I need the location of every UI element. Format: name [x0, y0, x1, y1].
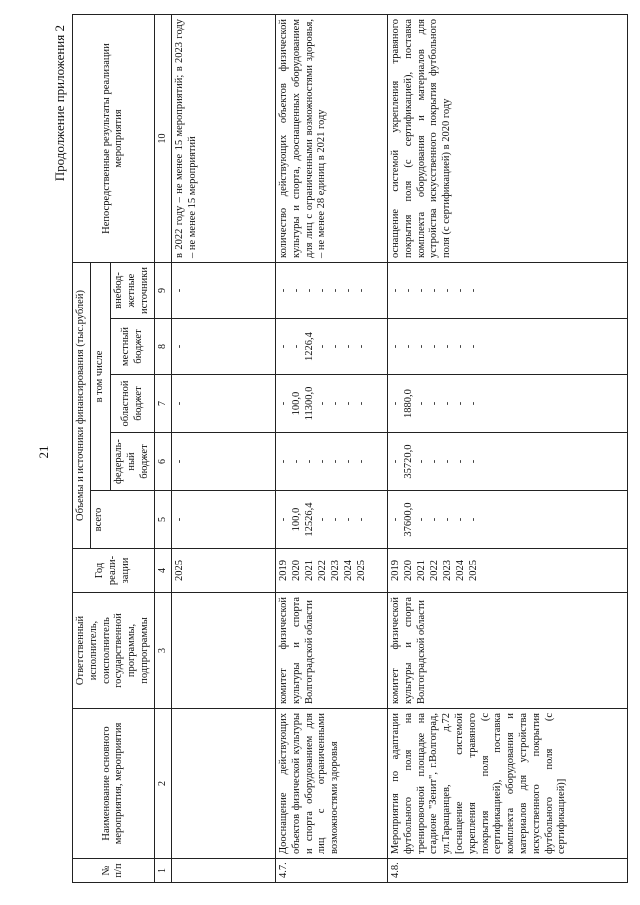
row-result: в 2022 году – не менее 15 мероприятий; в 2023 году – не менее 15 мероприятий [171, 15, 275, 263]
year-value: 2019 [389, 560, 401, 581]
cell-value: - [173, 517, 185, 522]
cell-value: 35720,0 [402, 444, 414, 479]
cell-value: - [454, 459, 466, 464]
program-measures-table [72, 14, 628, 883]
col-number: 5 [154, 491, 171, 549]
cell-value: - [441, 459, 453, 464]
row-years [275, 549, 387, 593]
col-header-name: Наименование основного мероприятия, мероприятия [73, 709, 155, 859]
cell-value: - [342, 459, 354, 464]
cell-value: - [342, 288, 354, 293]
row-regional [275, 375, 387, 433]
cell-value: - [355, 288, 367, 293]
row-name [171, 709, 275, 859]
cell-value: - [173, 288, 185, 293]
col-number: 3 [154, 593, 171, 709]
col-number: 1 [154, 859, 171, 883]
column-number-row [154, 15, 171, 883]
cell-value: - [389, 344, 401, 349]
cell-value: - [389, 288, 401, 293]
row-num [171, 859, 275, 883]
cell-value: 11300,0 [303, 386, 315, 421]
cell-value: - [441, 517, 453, 522]
cell-value: - [173, 344, 185, 349]
col-number: 2 [154, 709, 171, 859]
row-result: количество действующих объектов физической культуры и спорта, дооснащенных оборудованием для лиц с ограниченными возможностями здоровья, – не менее 28 единиц в 2021 году [275, 15, 387, 263]
cell-value: - [290, 459, 302, 464]
cell-value: - [454, 517, 466, 522]
row-local [275, 319, 387, 375]
cell-value: 37600,0 [402, 502, 414, 537]
col-header-extra: внебюд-жетные источники [111, 263, 154, 319]
cell-value: - [454, 288, 466, 293]
row-local [171, 319, 275, 375]
cell-value: - [355, 517, 367, 522]
cell-value: - [303, 288, 315, 293]
col-header-executor: Ответственный исполнитель, соисполнитель государственной программы, подпрограммы [73, 593, 155, 709]
table-row [387, 15, 627, 883]
col-header-total: всего [90, 491, 154, 549]
row-years [387, 549, 627, 593]
cell-value: - [173, 459, 185, 464]
cell-value: - [355, 459, 367, 464]
year-value: 2020 [402, 560, 414, 581]
year-value: 2021 [303, 560, 315, 581]
row-extra [275, 263, 387, 319]
cell-value: - [303, 459, 315, 464]
col-header-funding-group: Объемы и источники финансирования (тыс.рублей) [73, 263, 91, 549]
cell-value: - [277, 459, 289, 464]
col-header-regional: областной бюджет [111, 375, 154, 433]
row-name: Дооснащение действующих объектов физической культуры и спорта оборудованием для лиц с ограниченными возможностями здоровья [275, 709, 387, 859]
table-row [275, 15, 387, 883]
col-number: 7 [154, 375, 171, 433]
col-header-local: местный бюджет [111, 319, 154, 375]
cell-value: - [329, 288, 341, 293]
cell-value: - [428, 459, 440, 464]
row-num: 4.7. [275, 859, 387, 883]
cell-value: - [290, 344, 302, 349]
year-value: 2019 [277, 560, 289, 581]
cell-value: - [342, 401, 354, 406]
cell-value: - [454, 401, 466, 406]
cell-value: - [290, 288, 302, 293]
cell-value: - [316, 459, 328, 464]
page-number: 21 [36, 445, 51, 459]
row-extra [387, 263, 627, 319]
col-header-federal: федераль-ный бюджет [111, 433, 154, 491]
cell-value: - [441, 401, 453, 406]
cell-value: - [441, 288, 453, 293]
cell-value: - [316, 401, 328, 406]
year-value: 2023 [329, 560, 341, 581]
cell-value: - [428, 344, 440, 349]
cell-value: - [467, 517, 479, 522]
row-num: 4.8. [387, 859, 627, 883]
year-value: 2020 [290, 560, 302, 581]
cell-value: - [316, 344, 328, 349]
col-header-num: № п/п [73, 859, 155, 883]
cell-value: - [173, 401, 185, 406]
cell-value: - [454, 344, 466, 349]
year-value: 2022 [428, 560, 440, 581]
col-number: 8 [154, 319, 171, 375]
cell-value: 1880,0 [402, 389, 414, 418]
cell-value: - [428, 288, 440, 293]
cell-value: - [277, 401, 289, 406]
year-value: 2025 [467, 560, 479, 581]
row-local [387, 319, 627, 375]
row-executor: комитет физической культуры и спорта Волгоградской области [387, 593, 627, 709]
cell-value: - [277, 288, 289, 293]
cell-value: - [316, 288, 328, 293]
row-extra [171, 263, 275, 319]
cell-value: - [428, 401, 440, 406]
cell-value: - [467, 401, 479, 406]
cell-value: - [467, 344, 479, 349]
cell-value: - [342, 344, 354, 349]
col-number: 10 [154, 15, 171, 263]
row-result: оснащение системой укрепления травяного покрытия поля (с сертификацией), поставка комплекта оборудования и материалов для устройства искусственного покрытия футбольного поля (с сертификацией) в 2020 году [387, 15, 627, 263]
row-executor [171, 593, 275, 709]
cell-value: - [329, 344, 341, 349]
row-federal [387, 433, 627, 491]
cell-value: - [467, 288, 479, 293]
row-regional [171, 375, 275, 433]
row-federal [171, 433, 275, 491]
cell-value: - [329, 517, 341, 522]
cell-value: - [355, 344, 367, 349]
cell-value: - [389, 459, 401, 464]
cell-value: 1226,4 [303, 332, 315, 361]
row-total [387, 491, 627, 549]
col-header-year: Год реали-зации [73, 549, 155, 593]
cell-value: 100,0 [290, 507, 302, 532]
cell-value: 100,0 [290, 391, 302, 416]
col-header-incl: в том числе [90, 263, 111, 491]
year-value: 2021 [415, 560, 427, 581]
appendix-continuation-note: Продолжение приложения 2 [52, 25, 67, 182]
row-name: Мероприятия по адаптации футбольного поля на тренировочной площадке на стадионе "Зенит", г.Волгоград, ул.Таращанцев, д.72 [оснащение системой укрепления травяного покрытия поля (с сертификацией), поставка комплекта оборудования и материалов для устройства искусственного покрытия футбольного поля (с сертификацией)] [387, 709, 627, 859]
cell-value: - [415, 401, 427, 406]
year-value: 2024 [454, 560, 466, 581]
row-total [171, 491, 275, 549]
row-regional [387, 375, 627, 433]
cell-value: - [389, 517, 401, 522]
cell-value: - [428, 517, 440, 522]
header-row-1 [73, 15, 91, 883]
year-value: 2024 [342, 560, 354, 581]
cell-value: - [415, 344, 427, 349]
year-value: 2025 [173, 560, 185, 581]
cell-value: - [277, 344, 289, 349]
cell-value: - [355, 401, 367, 406]
cell-value: - [402, 344, 414, 349]
cell-value: - [415, 459, 427, 464]
col-header-result: Непосредственные результаты реализации мероприятия [73, 15, 155, 263]
cell-value: - [402, 288, 414, 293]
cell-value: 12526,4 [303, 502, 315, 537]
cell-value: - [342, 517, 354, 522]
year-value: 2022 [316, 560, 328, 581]
row-years [171, 549, 275, 593]
col-number: 9 [154, 263, 171, 319]
cell-value: - [441, 344, 453, 349]
row-federal [275, 433, 387, 491]
cell-value: - [415, 517, 427, 522]
cell-value: - [316, 517, 328, 522]
col-number: 4 [154, 549, 171, 593]
col-number: 6 [154, 433, 171, 491]
cell-value: - [329, 459, 341, 464]
cell-value: - [467, 459, 479, 464]
cell-value: - [389, 401, 401, 406]
cell-value: - [277, 517, 289, 522]
year-value: 2025 [355, 560, 367, 581]
year-value: 2023 [441, 560, 453, 581]
row-executor: комитет физической культуры и спорта Волгоградской области [275, 593, 387, 709]
cell-value: - [415, 288, 427, 293]
cell-value: - [329, 401, 341, 406]
row-total [275, 491, 387, 549]
table-row [171, 15, 275, 883]
